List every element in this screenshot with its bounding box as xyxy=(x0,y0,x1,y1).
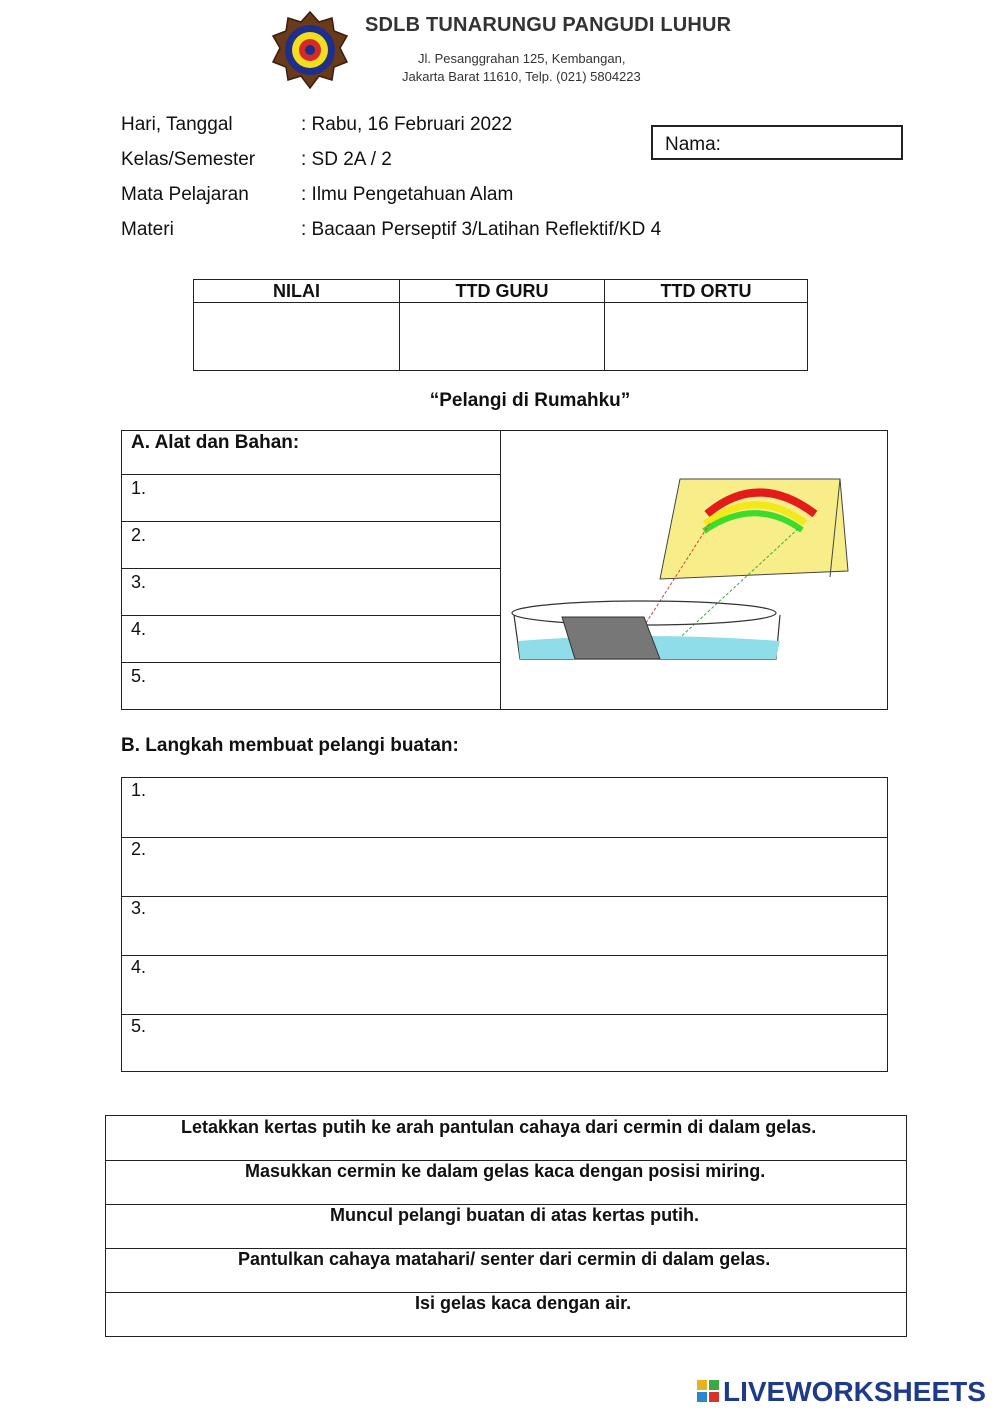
answer-option-5[interactable] xyxy=(106,1292,906,1336)
school-address-line1: Jl. Pesanggrahan 125, Kembangan, xyxy=(418,51,626,66)
answer-option-text: Letakkan kertas putih ke arah pantulan cahaya dari cermin di dalam gelas. xyxy=(181,1117,817,1137)
answer-option-text: Pantulkan cahaya matahari/ senter dari cermin di dalam gelas. xyxy=(238,1249,771,1269)
step-number: 3. xyxy=(131,898,147,918)
section-b-step-3[interactable] xyxy=(122,896,887,956)
section-b-step-1[interactable] xyxy=(122,778,887,838)
answer-option-4[interactable] xyxy=(106,1248,906,1293)
answer-option-text: Muncul pelangi buatan di atas kertas putih. xyxy=(330,1205,700,1225)
answer-options xyxy=(105,1115,907,1337)
info-value-material: : Bacaan Perseptif 3/Latihan Reflektif/KD 4 xyxy=(301,219,662,240)
info-label-subject: Mata Pelajaran xyxy=(121,184,249,205)
section-b-step-5[interactable] xyxy=(122,1014,887,1073)
rainbow-illustration-panel xyxy=(500,430,888,710)
score-cell-ttd-ortu[interactable] xyxy=(605,303,808,371)
section-b-steps xyxy=(121,777,888,1072)
info-label-date: Hari, Tanggal xyxy=(121,114,233,135)
step-number: 2. xyxy=(131,839,147,859)
mirror xyxy=(562,617,660,659)
answer-option-text: Masukkan cermin ke dalam gelas kaca dengan posisi miring. xyxy=(245,1161,766,1181)
score-cell-nilai[interactable] xyxy=(194,303,400,371)
info-value-class: : SD 2A / 2 xyxy=(301,149,392,170)
score-table xyxy=(193,279,808,371)
answer-option-3[interactable] xyxy=(106,1204,906,1249)
step-number: 5. xyxy=(131,1016,147,1036)
section-a-heading: A. Alat dan Bahan: xyxy=(131,432,300,453)
step-number: 1. xyxy=(131,780,147,800)
section-a-item-5[interactable] xyxy=(122,662,500,710)
info-label-material: Materi xyxy=(121,219,174,240)
item-number: 3. xyxy=(131,572,147,592)
score-header-ttd-guru: TTD GURU xyxy=(400,280,605,303)
info-value-date: : Rabu, 16 Februari 2022 xyxy=(301,114,513,135)
liveworksheets-brand: LIVEWORKSHEETS xyxy=(723,1376,986,1407)
section-b-step-2[interactable] xyxy=(122,837,887,897)
info-label-class: Kelas/Semester xyxy=(121,149,256,170)
section-b-step-4[interactable] xyxy=(122,955,887,1015)
name-label: Nama: xyxy=(665,134,721,155)
rainbow-experiment-illustration xyxy=(500,431,886,709)
score-cell-ttd-guru[interactable] xyxy=(400,303,605,371)
info-value-subject: : Ilmu Pengetahuan Alam xyxy=(301,184,514,205)
answer-option-1[interactable] xyxy=(106,1116,906,1161)
score-header-nilai: NILAI xyxy=(194,280,400,303)
worksheet-title: “Pelangi di Rumahku” xyxy=(429,390,631,411)
section-a-item-4[interactable] xyxy=(122,615,500,663)
section-b-heading: B. Langkah membuat pelangi buatan: xyxy=(121,735,459,756)
section-a-list xyxy=(121,430,501,710)
item-number: 4. xyxy=(131,619,147,639)
item-number: 5. xyxy=(131,666,147,686)
answer-option-text: Isi gelas kaca dengan air. xyxy=(415,1293,632,1313)
step-number: 4. xyxy=(131,957,147,977)
score-header-ttd-ortu: TTD ORTU xyxy=(605,280,808,303)
school-name: SDLB TUNARUNGU PANGUDI LUHUR xyxy=(365,14,732,36)
section-a-item-3[interactable] xyxy=(122,568,500,616)
answer-option-2[interactable] xyxy=(106,1160,906,1205)
name-field[interactable] xyxy=(651,125,903,160)
item-number: 1. xyxy=(131,478,147,498)
school-address-line2: Jakarta Barat 11610, Telp. (021) 5804223 xyxy=(402,69,641,84)
school-logo-icon xyxy=(270,10,350,90)
item-number: 2. xyxy=(131,525,147,545)
section-a-item-1[interactable] xyxy=(122,474,500,522)
section-a-item-2[interactable] xyxy=(122,521,500,569)
liveworksheets-logo-icon xyxy=(697,1380,719,1402)
